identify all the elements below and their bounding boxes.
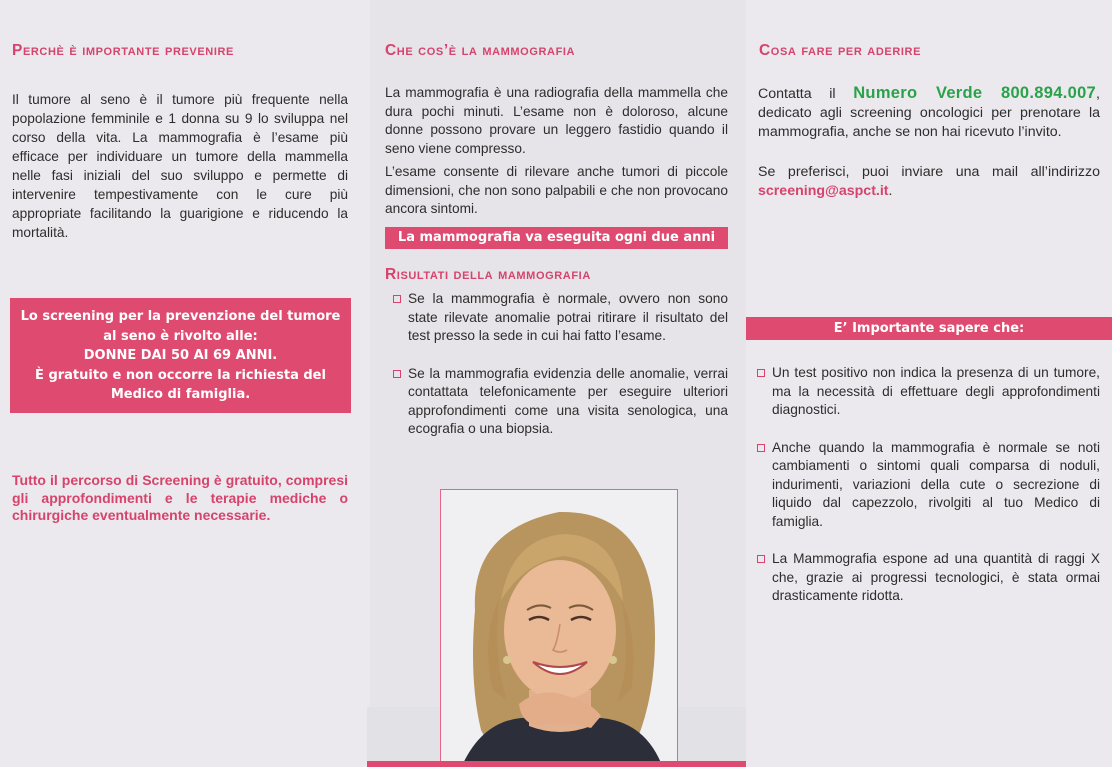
photo-accent-line	[367, 761, 746, 767]
result-text: Se la mammografia è normale, ovvero non sono state rilevate anomalie potrai ritirare il risultato del test presso la sede in cui hai fatto l’esame.	[408, 291, 728, 343]
free-path-note: Tutto il percorso di Screening è gratuito, compresi gli approfondimenti e le terapie mediche o chirurgiche eventualmente necessarie.	[12, 472, 348, 523]
heading-come-aderire: Cosa fare per aderire	[759, 42, 922, 59]
portrait-illustration	[441, 490, 678, 767]
list-item	[757, 364, 1100, 420]
results-list	[393, 290, 728, 439]
contact-paragraph	[758, 84, 1100, 142]
numero-verde: Numero Verde 800.894.007	[853, 84, 1097, 102]
list-item	[393, 365, 728, 439]
facts-list	[757, 364, 1100, 606]
square-bullet-icon	[757, 369, 765, 377]
contact-suffix: , dedicato agli screening oncologici per prenotare la mammografia, anche se non hai ricevuto l’invito.	[758, 86, 1100, 140]
list-item	[393, 290, 728, 346]
result-text: Se la mammografia evidenzia delle anomalie, verrai contattata telefonicamente per eseguire ulteriori approfondimenti come una visita senologica, una ecografia o una biopsia.	[408, 365, 728, 436]
square-bullet-icon	[757, 444, 765, 452]
heading-che-cose: Che cos’è la mammografia	[385, 42, 576, 59]
square-bullet-icon	[757, 555, 765, 563]
email-link[interactable]: screening@aspct.it	[758, 183, 889, 199]
square-bullet-icon	[393, 370, 401, 378]
fact-text: La Mammografia espone ad una quantità di raggi X che, grazie ai progressi tecnologici, è stata ormai drasticamente ridotta.	[772, 551, 1100, 603]
list-item	[757, 550, 1100, 606]
fact-text: Un test positivo non indica la presenza di un tumore, ma la necessità di effettuare degli approfondimenti diagnostici.	[772, 365, 1100, 417]
mail-suffix: .	[888, 183, 893, 199]
target-population-band	[10, 298, 351, 413]
mail-paragraph	[758, 163, 1100, 201]
contact-prefix: Contatta il	[758, 86, 836, 102]
heading-risultati: Risultati della mammografia	[385, 266, 591, 283]
list-item	[757, 439, 1100, 532]
band-line: Medico di famiglia.	[110, 387, 251, 403]
paragraph-esame: L’esame consente di rilevare anche tumori di piccole dimensioni, che non sono palpabili e che non provocano ancora sintomi.	[385, 164, 728, 216]
fact-text: Anche quando la mammografia è normale se noti cambiamenti o sintomi quali comparsa di noduli, indurimenti, variazioni della cute o secrezione di liquido dal capezzolo, rivolgiti al tuo Medico di famiglia.	[772, 439, 1100, 529]
portrait-photo	[440, 489, 678, 767]
band-line: Lo screening per la prevenzione del tumore	[20, 309, 341, 324]
frequency-band: La mammografia va eseguita ogni due anni	[385, 227, 728, 249]
square-bullet-icon	[393, 295, 401, 303]
important-band: E’ Importante sapere che:	[746, 317, 1112, 340]
band-line: al seno è rivolto alle:	[103, 328, 258, 344]
paragraph-mammografia: La mammografia è una radiografia della mammella che dura pochi minuti. L’esame non è doloroso, alcune donne possono provare un leggero fastidio quando il seno viene compresso.	[385, 85, 728, 156]
band-line: DONNE DAI 50 AI 69 ANNI.	[83, 348, 278, 364]
mail-prefix: Se preferisci, puoi inviare una mail all’indirizzo	[758, 164, 1100, 180]
paragraph-prevenire: Il tumore al seno è il tumore più frequente nella popolazione femminile e 1 donna su 9 lo sviluppa nel corso della vita. La mammografia è l’esame più efficace per individuare un tumore della mammella nelle fasi iniziali del suo sviluppo e permette di intervenire tempestivamente con le cure più appropriate facilitando la guarigione e riducendo la mortalità.	[12, 92, 348, 240]
band-line: È gratuito e non occorre la richiesta del	[35, 367, 326, 383]
heading-perche-prevenire: Perchè è importante prevenire	[12, 42, 234, 59]
